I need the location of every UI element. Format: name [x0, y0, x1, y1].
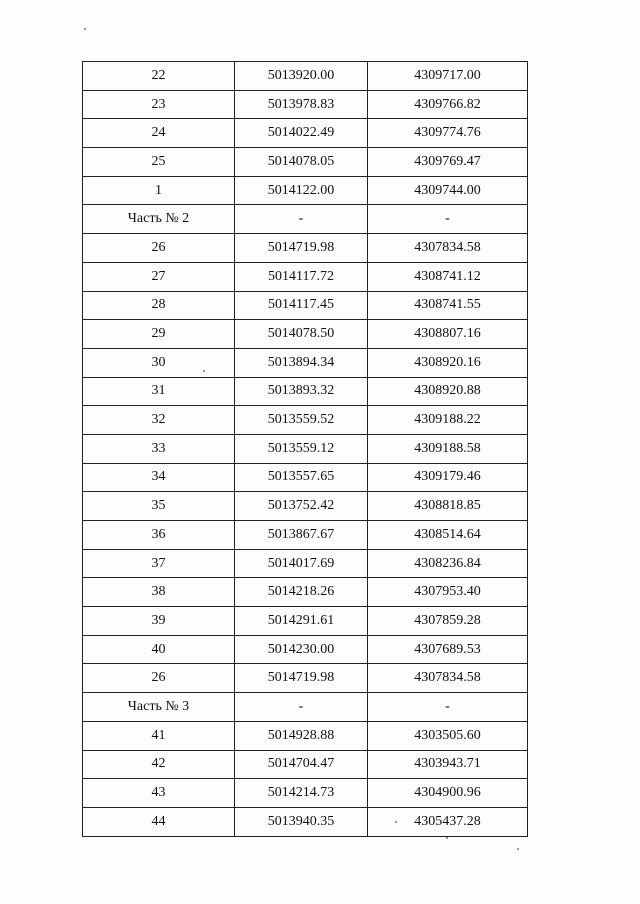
table-row: [83, 607, 528, 636]
table-row: [83, 721, 528, 750]
x-coordinate-cell: 5013978.83: [235, 90, 368, 119]
x-coordinate-cell: 5014117.45: [235, 291, 368, 320]
point-number-cell: 26: [83, 664, 235, 693]
y-coordinate-cell: 4303943.71: [368, 750, 528, 779]
table-row: [83, 377, 528, 406]
x-coordinate-cell: 5014291.61: [235, 607, 368, 636]
point-number-cell: 27: [83, 262, 235, 291]
x-coordinate-cell: 5013940.35: [235, 807, 368, 836]
y-coordinate-cell: 4305437.28: [368, 807, 528, 836]
y-coordinate-cell: 4309717.00: [368, 62, 528, 91]
x-coordinate-cell: 5014078.05: [235, 148, 368, 177]
x-coordinate-cell: 5014078.50: [235, 320, 368, 349]
y-coordinate-cell: 4309766.82: [368, 90, 528, 119]
y-coordinate-cell: 4307953.40: [368, 578, 528, 607]
x-coordinate-cell: -: [235, 205, 368, 234]
scan-speck: [84, 28, 86, 30]
scan-speck: [446, 837, 448, 839]
y-coordinate-cell: 4308920.16: [368, 348, 528, 377]
scan-speck: [203, 370, 205, 372]
scan-speck: [517, 848, 519, 850]
x-coordinate-cell: 5014704.47: [235, 750, 368, 779]
table-row: [83, 807, 528, 836]
table-row: [83, 320, 528, 349]
table-row: [83, 492, 528, 521]
table-row: [83, 549, 528, 578]
table-row: [83, 205, 528, 234]
point-number-cell: 39: [83, 607, 235, 636]
x-coordinate-cell: -: [235, 693, 368, 722]
table-row: [83, 262, 528, 291]
x-coordinate-cell: 5014928.88: [235, 721, 368, 750]
y-coordinate-cell: 4309774.76: [368, 119, 528, 148]
x-coordinate-cell: 5014719.98: [235, 234, 368, 263]
table-row: [83, 62, 528, 91]
table-row: [83, 348, 528, 377]
point-number-cell: 38: [83, 578, 235, 607]
y-coordinate-cell: 4307834.58: [368, 664, 528, 693]
table-row: [83, 434, 528, 463]
table-row: [83, 119, 528, 148]
table-row: [83, 406, 528, 435]
point-number-cell: 41: [83, 721, 235, 750]
y-coordinate-cell: 4308807.16: [368, 320, 528, 349]
x-coordinate-cell: 5013559.52: [235, 406, 368, 435]
point-number-cell: 29: [83, 320, 235, 349]
table-row: [83, 635, 528, 664]
x-coordinate-cell: 5014218.26: [235, 578, 368, 607]
table-row: [83, 90, 528, 119]
y-coordinate-cell: 4307689.53: [368, 635, 528, 664]
point-number-cell: 1: [83, 176, 235, 205]
x-coordinate-cell: 5013920.00: [235, 62, 368, 91]
point-number-cell: 34: [83, 463, 235, 492]
x-coordinate-cell: 5014719.98: [235, 664, 368, 693]
coordinates-table: [82, 61, 528, 837]
point-number-cell: 26: [83, 234, 235, 263]
y-coordinate-cell: 4308920.88: [368, 377, 528, 406]
y-coordinate-cell: 4309188.58: [368, 434, 528, 463]
y-coordinate-cell: 4308741.55: [368, 291, 528, 320]
x-coordinate-cell: 5014022.49: [235, 119, 368, 148]
y-coordinate-cell: 4304900.96: [368, 779, 528, 808]
point-number-cell: 42: [83, 750, 235, 779]
table-row: [83, 234, 528, 263]
point-number-cell: 31: [83, 377, 235, 406]
point-number-cell: 43: [83, 779, 235, 808]
y-coordinate-cell: 4307834.58: [368, 234, 528, 263]
y-coordinate-cell: 4303505.60: [368, 721, 528, 750]
x-coordinate-cell: 5014017.69: [235, 549, 368, 578]
point-number-cell: Часть № 2: [83, 205, 235, 234]
x-coordinate-cell: 5014117.72: [235, 262, 368, 291]
x-coordinate-cell: 5014122.00: [235, 176, 368, 205]
x-coordinate-cell: 5014230.00: [235, 635, 368, 664]
x-coordinate-cell: 5013752.42: [235, 492, 368, 521]
y-coordinate-cell: -: [368, 205, 528, 234]
scan-speck: [395, 821, 397, 823]
table-row: [83, 148, 528, 177]
table-row: [83, 291, 528, 320]
x-coordinate-cell: 5013867.67: [235, 521, 368, 550]
point-number-cell: 30: [83, 348, 235, 377]
y-coordinate-cell: 4307859.28: [368, 607, 528, 636]
point-number-cell: 24: [83, 119, 235, 148]
table-row: [83, 176, 528, 205]
point-number-cell: 44: [83, 807, 235, 836]
x-coordinate-cell: 5013557.65: [235, 463, 368, 492]
y-coordinate-cell: 4308514.64: [368, 521, 528, 550]
point-number-cell: 33: [83, 434, 235, 463]
table-row: [83, 779, 528, 808]
table-row: [83, 521, 528, 550]
point-number-cell: 36: [83, 521, 235, 550]
y-coordinate-cell: 4309188.22: [368, 406, 528, 435]
coordinates-table-body: [83, 62, 528, 837]
y-coordinate-cell: 4308818.85: [368, 492, 528, 521]
y-coordinate-cell: -: [368, 693, 528, 722]
point-number-cell: 28: [83, 291, 235, 320]
point-number-cell: 37: [83, 549, 235, 578]
point-number-cell: 35: [83, 492, 235, 521]
point-number-cell: 25: [83, 148, 235, 177]
x-coordinate-cell: 5014214.73: [235, 779, 368, 808]
x-coordinate-cell: 5013559.12: [235, 434, 368, 463]
table-row: [83, 750, 528, 779]
y-coordinate-cell: 4309769.47: [368, 148, 528, 177]
x-coordinate-cell: 5013893.32: [235, 377, 368, 406]
point-number-cell: Часть № 3: [83, 693, 235, 722]
point-number-cell: 22: [83, 62, 235, 91]
y-coordinate-cell: 4309744.00: [368, 176, 528, 205]
y-coordinate-cell: 4308236.84: [368, 549, 528, 578]
y-coordinate-cell: 4308741.12: [368, 262, 528, 291]
point-number-cell: 40: [83, 635, 235, 664]
x-coordinate-cell: 5013894.34: [235, 348, 368, 377]
table-row: [83, 463, 528, 492]
table-row: [83, 664, 528, 693]
point-number-cell: 32: [83, 406, 235, 435]
point-number-cell: 23: [83, 90, 235, 119]
table-row: [83, 693, 528, 722]
y-coordinate-cell: 4309179.46: [368, 463, 528, 492]
table-row: [83, 578, 528, 607]
